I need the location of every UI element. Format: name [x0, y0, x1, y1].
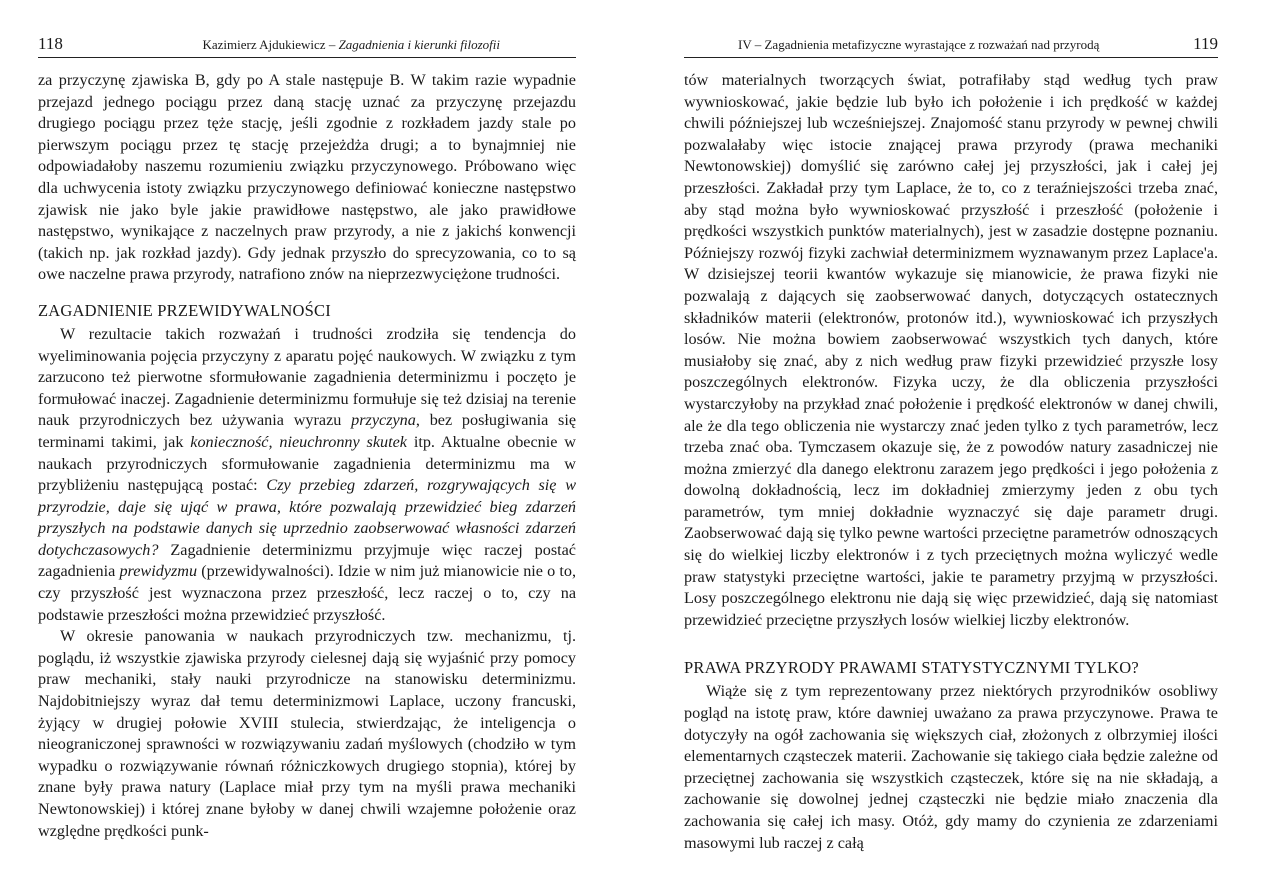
right-running-head: IV – Zagadnienia metafizyczne wyrastające z rozważań nad przyrodą [738, 37, 1100, 52]
right-running-header [684, 30, 1218, 58]
left-paragraph-2: W rezultacie takich rozważań i trudności zrodziła się tendencja do wyeliminowania pojęcia przyczyny z aparatu pojęć naukowych. W związku z tym zarzucono też pierwotne sformułowanie zagadnienia determinizmu i poczęto je formułować inaczej. Zagadnienie determinizmu formułuje się też dzisiaj na terenie nauk przyrodniczych bez używania wyrazu przyczyna, bez posługiwania się terminami takimi, jak konieczność, nieuchronny skutek itp. Aktualne obecnie w naukach przyrodniczych sformułowanie zagadnienia determinizmu ma w przybliżeniu następującą postać: Czy przebieg zdarzeń, rozgrywających się w przyrodzie, daje się ująć w prawa, które pozwalają przewidzieć bieg zdarzeń przyszłych na podstawie danych się uprzednio zaobserwować własności zdarzeń dotychczasowych? Zagadnienie determinizmu przyjmuje więc raczej postać zagadnienia prewidyzmu (przewidywalności). Idzie w nim już mianowicie nie o to, czy przyszłość jest wyznaczona przez przeszłość, lecz raczej o to, czy na podstawie przeszłości można przewidzieć przyszłość. [38, 324, 577, 624]
right-page [684, 0, 1218, 893]
running-head-author: Kazimierz Ajdukiewicz – [202, 37, 339, 52]
running-head-title: Zagadnienia i kierunki filozofii [338, 37, 500, 52]
left-running-head [202, 36, 500, 54]
right-continuation-paragraph: tów materialnych tworzących świat, potrafiłaby stąd według tych praw wywnioskować, jakie będzie lub było ich położenie i ich prędkość w każdej chwili późniejszej lub wcześniejszej. Znajomość stanu przyrody w pewnej chwili pozwalałaby więc istocie znającej prawa przyrody (prawa mechaniki Newtonowskiej) domyślić się zarówno całej jej przyszłości, jak i całej jej przeszłości. Zakładał przy tym Laplace, że to, co z teraźniejszości trzeba znać, aby stąd można było wywnioskować przyszłość i przeszłość (położenie i prędkości wszystkich punktów materialnych), jest w zasadzie dostępne poznaniu. Późniejszy rozwój fizyki zachwiał determinizmem wyznawanym przez Laplace'a. W dzisiejszej teorii kwantów wykazuje się mianowicie, że prawa fizyki nie pozwalają z dających się zaobserwować danych, dotyczących ostatecznych składników materii (elektronów, protonów itd.), wywnioskować ich przyszłych losów. Nie można bowiem zaobserwować wszystkich tych danych, które musiałoby się znać, aby z nich według praw fizyki przewidzieć przyszłe losy poszczególnych elektronów. Fizyka uczy, że dla obliczenia przyszłości wystarczyłoby na przykład znać położenie i prędkość elektronów w danej chwili, ale że dla tego obliczenia nie wystarczy znać jeden tylko z tych parametrów, lecz trzeba znać oba. Tymczasem okazuje się, że z powodów natury zasadniczej nie można zmierzyć dla danego elektronu zarazem jego prędkości i jego położenia z dowolną dokładnością, lecz im dokładniej zmierzymy jeden z obu tych parametrów, tym mniej dokładnie wyznaczyć się daje parametr drugi. Zaobserwować dają się tylko pewne wartości przeciętne parametrów odnoszących się do wielkiej liczby elektronów i z tych przeciętnych można wyliczyć wedle praw statystyki przeciętne wartości, jakie te parametry przyjmą w przyszłości. Losy poszczególnego elektronu nie dają się więc przewidzieć, dają się natomiast przewidzieć przeciętne przyszłych losów wielkiej liczby elektronów. [684, 71, 1218, 629]
section-heading-prawa-statystyczne: PRAWA PRZYRODY PRAWAMI STATYSTYCZNYMI TYLKO? [684, 658, 1139, 678]
left-page [38, 0, 576, 893]
left-paragraph-3: W okresie panowania w naukach przyrodniczych tzw. mechanizmu, tj. poglądu, iż wszystkie zjawiska przyrody cielesnej dają się wyjaśnić przy pomocy praw mechaniki, stały nauki przyrodnicze na stanowisku determinizmu. Najdobitniejszy wyraz dał temu determinizmowi Laplace, uczony francuski, żyjący w drugiej połowie XVIII stulecia, stwierdzając, że inteligencja o nieograniczonej sprawności w rozwiązywaniu zadań myślowych (chodziło w tym wypadku o rozwiązywanie równań różniczkowych drugiego stopnia), której by znane były prawa natury (Laplace miał przy tym na myśli prawa mechaniki Newtonowskiej) i której znane byłoby w danej chwili wzajemne położenie oraz względne prędkości punk- [38, 627, 576, 840]
left-body-text [38, 70, 576, 842]
right-body-text [684, 70, 1218, 854]
left-continuation-paragraph: za przyczynę zjawiska B, gdy po A stale następuje B. W takim razie wypadnie przejazd jednego pociągu przez daną stację uznać za przyczynę przejazdu drugiego pociągu przez tęże stację, jeśli zgodnie z rozkładem jazdy stale po pierwszym pociągu przez tę stację przejeżdża drugi; a to bynajmniej nie odpowiadałoby naszemu rozumieniu związku przyczynowego. Próbowano więc dla uchwycenia istoty związku przyczynowego definiować konieczne następstwo zjawisk nie jako byle jakie prawidłowe następstwo, ale jako prawidłowe następstwo, wynikające z naczelnych praw przyrody, a nie z jakichś konwencji (takich np. jak rozkład jazdy). Gdy jednak przyszło do sprecyzowania, co to są owe naczelne prawa przyrody, natrafiono znów na nieprzezwyciężone trudności. [38, 71, 576, 284]
left-running-header [38, 30, 576, 58]
right-page-number: 119 [1193, 34, 1218, 53]
right-paragraph-2: Wiąże się z tym reprezentowany przez niektórych przyrodników osobliwy pogląd na istotę praw, które dawniej uważano za prawa przyczynowe. Prawa te dotyczyły na ogół zachowania się większych ciał, złożonych z olbrzymiej ilości elementarnych cząsteczek materii. Zachowanie się takiego ciała będzie zależne od przeciętnej zachowania się wszystkich cząsteczek, które się na nie składają, a zachowanie się dowolnej jednej cząsteczki nie będzie miało znaczenia dla zachowania się całej ich masy. Otóż, gdy mamy do czynienia ze zdarzeniami masowymi lub raczej z całą [684, 682, 1218, 852]
left-page-number: 118 [38, 34, 63, 53]
section-heading-przewidywalnosc: ZAGADNIENIE PRZEWIDYWALNOŚCI [38, 300, 331, 320]
